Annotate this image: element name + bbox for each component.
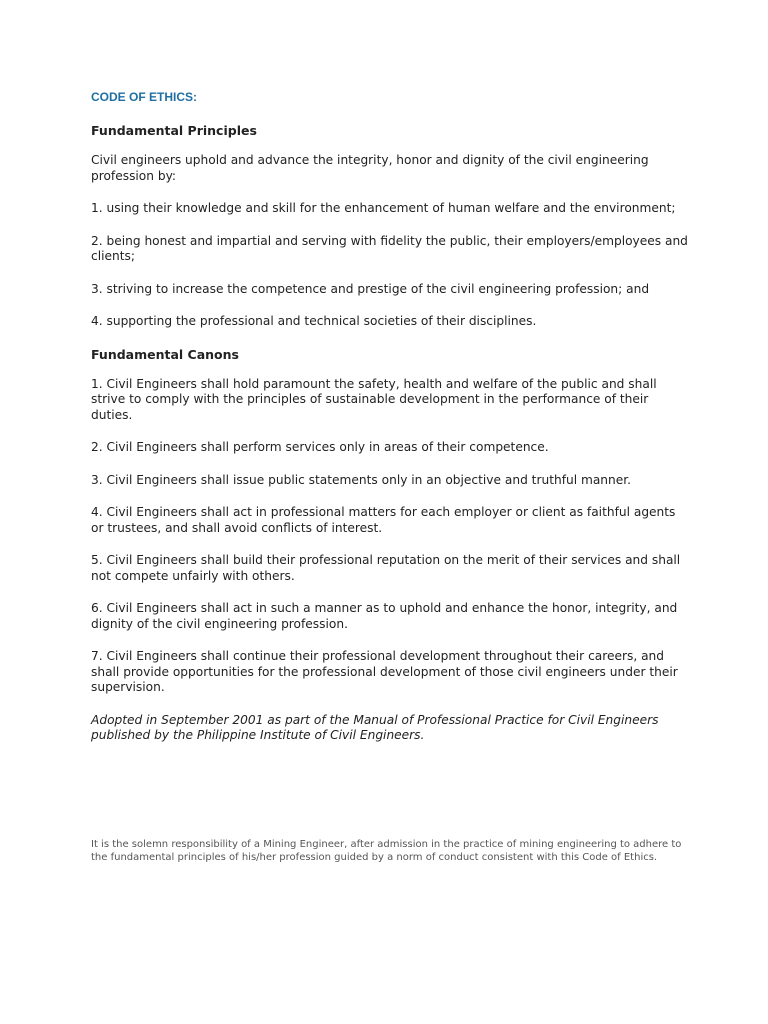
principle-item: 4. supporting the professional and technical societies of their disciplines. <box>91 314 537 328</box>
adoption-note: Adopted in September 2001 as part of the Manual of Professional Practice for Civil Engineers published by the Philippine Institute of Civil Engineers. <box>91 712 659 742</box>
page-title: CODE OF ETHICS: <box>91 90 198 104</box>
principle-item: 3. striving to increase the competence and prestige of the civil engineering profession; and <box>91 281 650 296</box>
principle-item: 1. using their knowledge and skill for the enhancement of human welfare and the environment; <box>91 201 676 215</box>
canon-item: 4. Civil Engineers shall act in professional matters for each employer or client as faithful agents or trustees, and shall avoid conflicts of interest. <box>91 505 676 535</box>
canon-item: 3. Civil Engineers shall issue public statements only in an objective and truthful manner. <box>91 472 632 487</box>
canon-item: 5. Civil Engineers shall build their professional reputation on the merit of their services and shall not compete unfairly with others. <box>91 553 681 583</box>
canons-heading: Fundamental Canons <box>91 346 239 362</box>
mining-engineer-note: It is the solemn responsibility of a Mining Engineer, after admission in the practice of mining engineering to adhere to the fundamental principles of his/her profession guided by a norm of conduct consistent with this Code of Ethics. <box>91 839 682 863</box>
principles-intro: Civil engineers uphold and advance the integrity, honor and dignity of the civil engineering profession by: <box>91 153 649 183</box>
canon-item: 2. Civil Engineers shall perform services only in areas of their competence. <box>91 440 549 454</box>
canon-item: 6. Civil Engineers shall act in such a manner as to uphold and enhance the honor, integrity, and dignity of the civil engineering profession. <box>91 601 678 631</box>
canon-item: 1. Civil Engineers shall hold paramount the safety, health and welfare of the public and shall strive to comply with the principles of sustainable development in the performance of their duties. <box>91 376 657 422</box>
principles-heading: Fundamental Principles <box>91 123 257 138</box>
principle-item: 2. being honest and impartial and serving with fidelity the public, their employers/employees and clients; <box>91 233 688 263</box>
canon-item: 7. Civil Engineers shall continue their professional development throughout their careers, and shall provide opportunities for the professional development of those civil engineers under their supervision. <box>91 649 678 694</box>
document-body <box>91 89 691 744</box>
